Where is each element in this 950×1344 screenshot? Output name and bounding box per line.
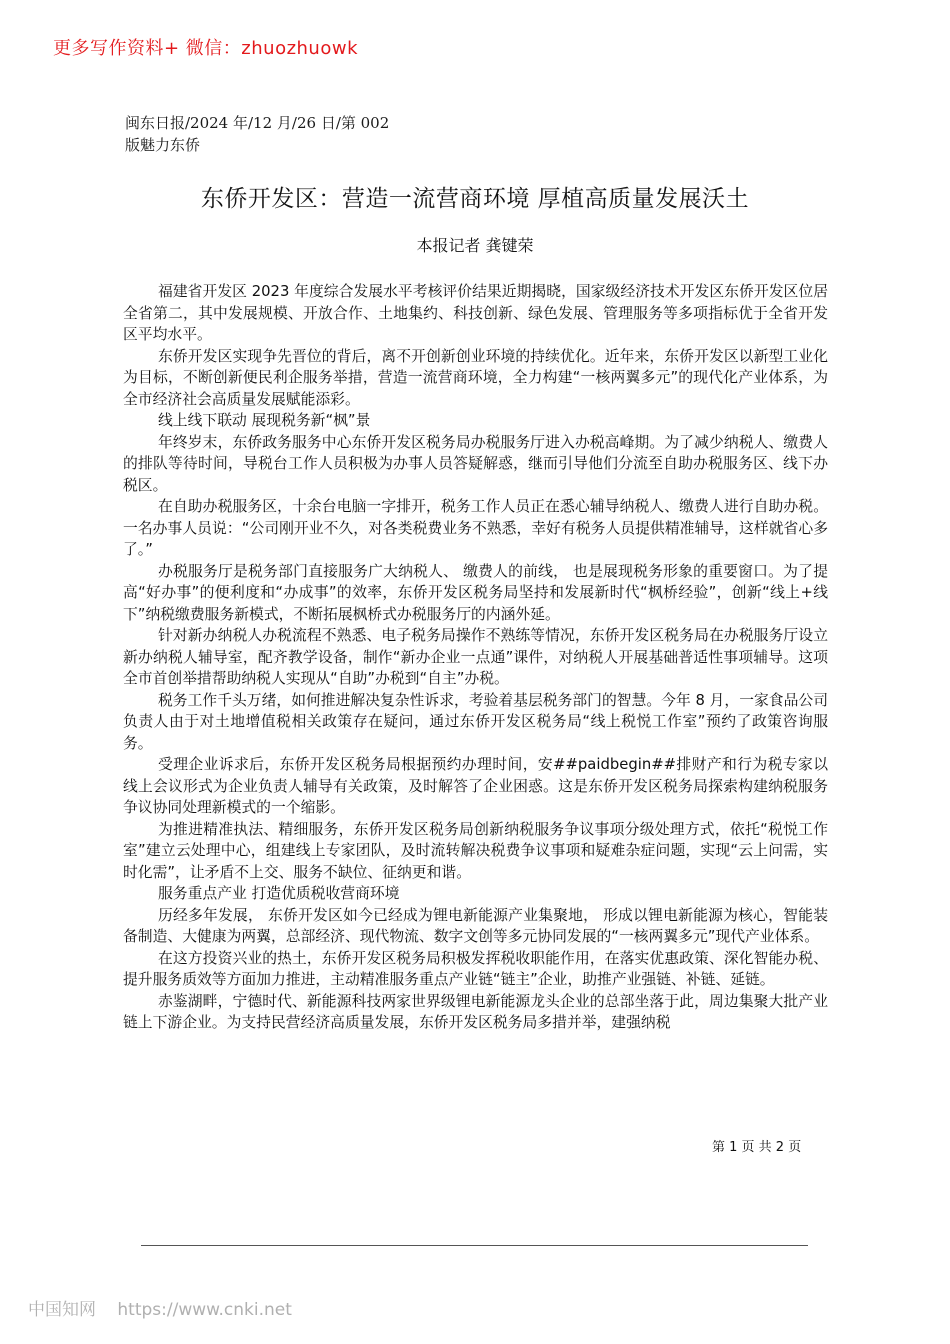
paragraph: 办税服务厅是税务部门直接服务广大纳税人、 缴费人的前线， 也是展现税务形象的重要窗口。为了提高“好办事”的便利度和“办成事”的效率，东侨开发区税务局坚持和发展新时代“枫桥经验”，创新“线上+线下”纳税缴费服务新模式，不断拓展枫桥式办税服务厅的内涵外延。	[123, 562, 828, 623]
cnki-watermark	[28, 1295, 308, 1320]
section-heading: 线上线下联动 展现税务新“枫”景	[158, 412, 371, 429]
cnki-brand: 中国知网	[28, 1300, 96, 1320]
watermark-banner: 更多写作资料+ 微信：zhuozhuowk	[53, 38, 359, 59]
article-byline: 本报记者 龚键荣	[416, 236, 534, 255]
paragraph: 针对新办纳税人办税流程不熟悉、电子税务局操作不熟练等情况，东侨开发区税务局在办税服务厅设立新办纳税人辅导室，配齐教学设备，制作“新办企业一点通”课件，对纳税人开展基础普适性事项辅导。这项全市首创举措帮助纳税人实现从“自助”办税到“自主”办税。	[123, 627, 828, 687]
paragraph: 受理企业诉求后，东侨开发区税务局根据预约办理时间，安##paidbegin##排财产和行为税专家以线上会议形式为企业负责人辅导有关政策，及时解答了企业困惑。这是东侨开发区税务局探索构建纳税服务争议协同处理新模式的一个缩影。	[123, 756, 828, 816]
footer-divider	[141, 1245, 808, 1246]
section-heading: 服务重点产业 打造优质税收营商环境	[158, 885, 400, 902]
article-body	[123, 281, 828, 1034]
paragraph: 在这方投资兴业的热土，东侨开发区税务局积极发挥税收职能作用，在落实优惠政策、深化智能办税、提升服务质效等方面加力推进，主动精准服务重点产业链“链主”企业，助推产业强链、补链、延链。	[123, 949, 828, 988]
source-line-1: 闽东日报/2024 年/12 月/26 日/第 002	[125, 114, 390, 132]
article-title: 东侨开发区：营造一流营商环境 厚植高质量发展沃土	[200, 186, 750, 212]
paragraph: 赤鉴湖畔，宁德时代、新能源科技两家世界级锂电新能源龙头企业的总部坐落于此，周边集聚大批产业链上下游企业。为支持民营经济高质量发展，东侨开发区税务局多措并举，建强纳税	[123, 992, 828, 1031]
paragraph: 为推进精准执法、精细服务，东侨开发区税务局创新纳税服务争议事项分级处理方式，依托“税悦工作室”建立云处理中心，组建线上专家团队，及时流转解决税费争议事项和疑难杂症问题，实现“云上问需，实时化需”，让矛盾不上交、服务不缺位、征纳更和谐。	[123, 820, 828, 881]
paragraph: 福建省开发区 2023 年度综合发展水平考核评价结果近期揭晓，国家级经济技术开发区东侨开发区位居全省第二，其中发展规模、开放合作、土地集约、科技创新、绿色发展、管理服务等多项指标优于全省开发区平均水平。	[123, 283, 828, 343]
paragraph: 东侨开发区实现争先晋位的背后，离不开创新创业环境的持续优化。近年来，东侨开发区以新型工业化为目标，不断创新便民利企服务举措，营造一流营商环境，全力构建“一核两翼多元”的现代化产业体系，为全市经济社会高质量发展赋能添彩。	[123, 347, 828, 408]
paragraph: 税务工作千头万绪，如何推进解决复杂性诉求，考验着基层税务部门的智慧。今年 8 月，一家食品公司负责人由于对土地增值税相关政策存在疑问，通过东侨开发区税务局“线上税悦工作室”预约了政策咨询服务。	[123, 691, 828, 752]
cnki-url: https://www.cnki.net	[117, 1300, 292, 1320]
paragraph: 年终岁末，东侨政务服务中心东侨开发区税务局办税服务厅进入办税高峰期。为了减少纳税人、缴费人的排队等待时间，导税台工作人员积极为办事人员答疑解惑，继而引导他们分流至自助办税服务区、线下办税区。	[123, 433, 828, 494]
source-info	[125, 112, 389, 156]
paragraph: 历经多年发展， 东侨开发区如今已经成为锂电新能源产业集聚地， 形成以锂电新能源为核心，智能装备制造、大健康为两翼，总部经济、现代物流、数字文创等多元协同发展的“一核两翼多元”现代产业体系。	[123, 906, 828, 945]
page-number: 第 1 页 共 2 页	[712, 1140, 802, 1155]
paragraph: 在自助办税服务区，十余台电脑一字排开，税务工作人员正在悉心辅导纳税人、缴费人进行自助办税。一名办事人员说：“公司刚开业不久，对各类税费业务不熟悉，幸好有税务人员提供精准辅导，这样就省心多了。”	[123, 498, 828, 558]
source-line-2: 版魅力东侨	[125, 136, 201, 154]
